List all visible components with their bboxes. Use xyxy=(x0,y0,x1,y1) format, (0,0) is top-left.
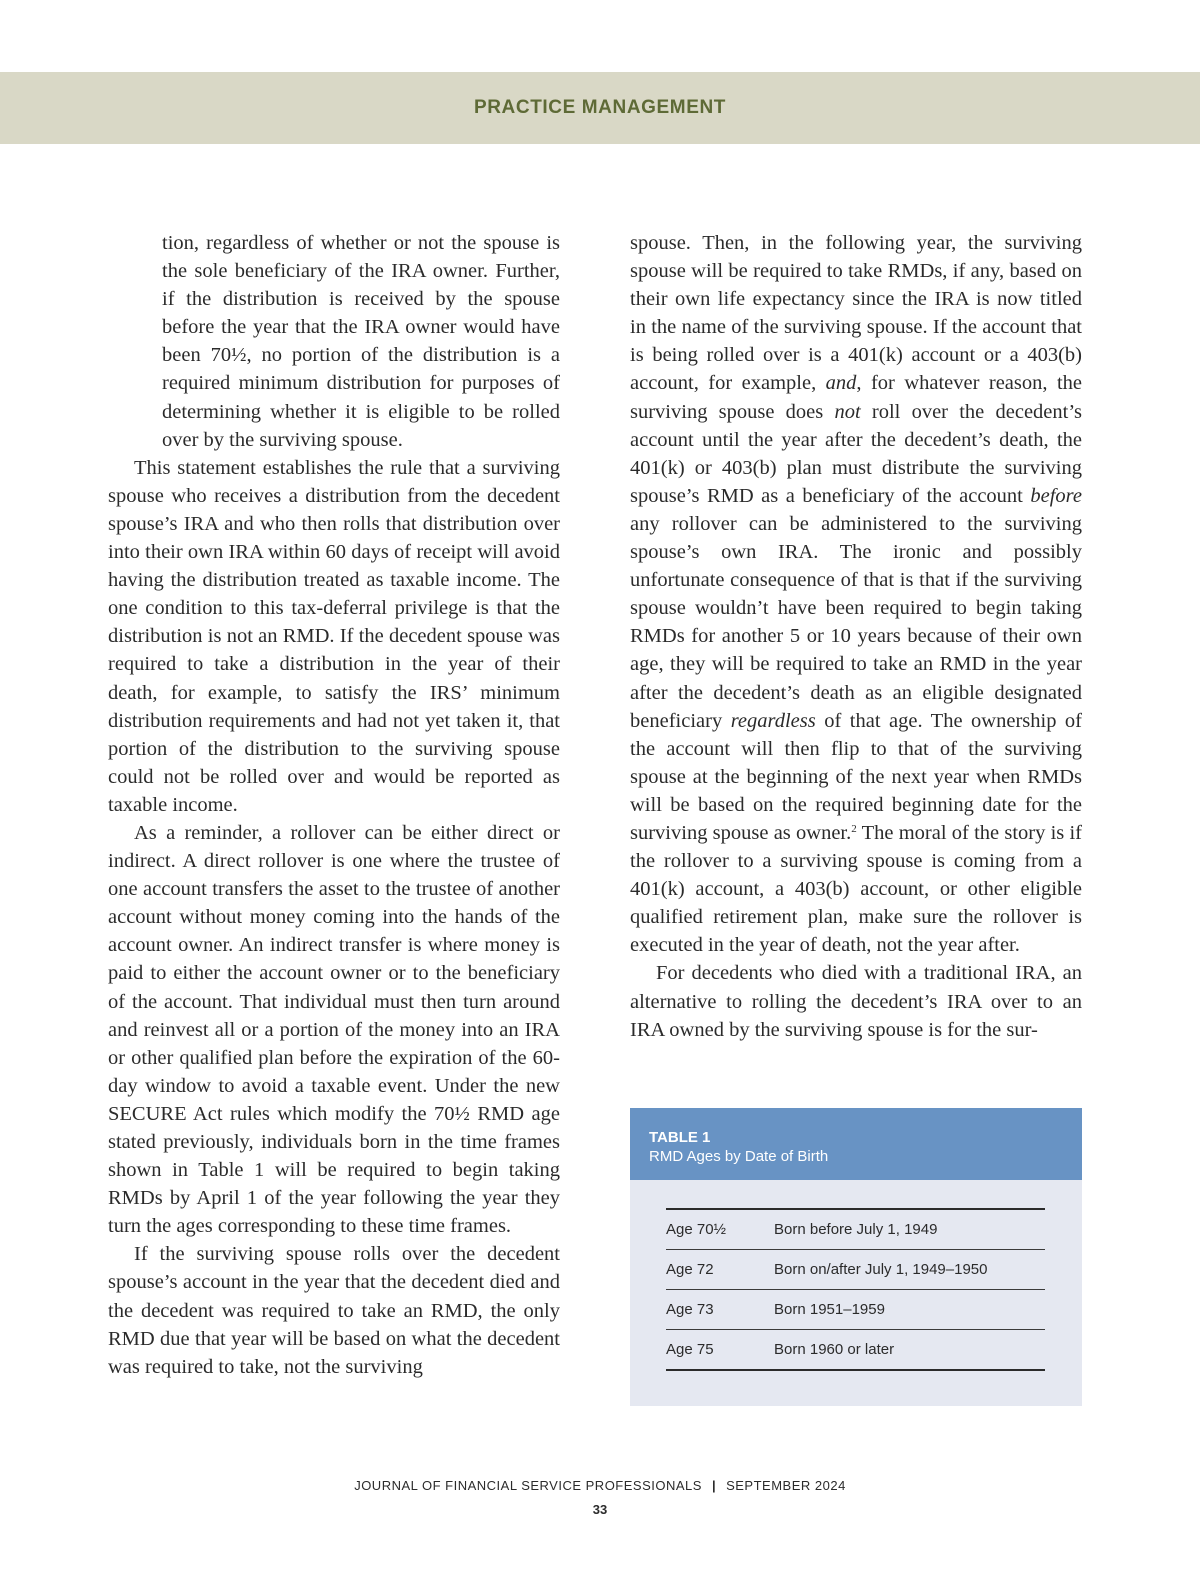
table-title: RMD Ages by Date of Birth xyxy=(649,1148,829,1165)
left-column xyxy=(108,229,560,1381)
age-cell: Age 70½ xyxy=(666,1221,727,1238)
journal-name: JOURNAL OF FINANCIAL SERVICE PROFESSIONALS xyxy=(354,1478,702,1493)
paragraph: This statement establishes the rule that a surviving spouse who receives a distribution from the decedent spouse’s IRA and who then rolls that distribution over into their own IRA within 60 days of receipt will avoid having the distribution treated as taxable income. The one condition to this tax-deferral privilege is that the distribution is not an RMD. If the decedent spouse was required to take a distribution in the year of their death, for example, to satisfy the IRS’ minimum distribution requirements and had not yet taken it, that portion of the distribution to the surviving spouse could not be rolled over and would be reported as taxable income. xyxy=(108,456,560,816)
paragraph: For decedents who died with a traditional IRA, an alternative to rolling the decedent’s IRA over to an IRA owned by the surviving spouse is for the sur- xyxy=(630,962,1082,1041)
issue-date: SEPTEMBER 2024 xyxy=(726,1478,846,1493)
paragraph: spouse. Then, in the following year, the surviving spouse will be required to take RMDs, if any, based on their own life expectancy since the IRA is now titled in the name of the surviving spouse. If the account that is being rolled over is a 401(k) account or a 403(b) account, for example, and, for whatever reason, the surviving spouse does not roll over the decedent’s account until the year after the decedent’s death, the 401(k) or 403(b) plan must distribute the surviving spouse’s RMD as a beneficiary of the account before any rollover can be administered to the surviving spouse’s own IRA. The ironic and possibly unfortunate consequence of that is that if the surviving spouse wouldn’t have been required to begin taking RMDs for another 5 or 10 years because of their own age, they will be required to take an RMD in the year after the decedent’s death as an eligible designated beneficiary regardless of that age. The ownership of the account will then flip to that of the surviving spouse at the beginning of the next year when RMDs will be based on the required beginning date for the surviving spouse as owner.$^2$ The moral of the story is if the rollover to a surviving spouse is coming from a 401(k) account, a 403(b) account, or other eligible qualified retirement plan, make sure the rollover is executed in the year of death, not the year after. xyxy=(630,232,1083,957)
table-row xyxy=(666,1250,1045,1290)
age-cell: Age 75 xyxy=(666,1330,774,1371)
section-header-banner xyxy=(0,72,1200,144)
paragraph: As a reminder, a rollover can be either direct or indirect. A direct rollover is one where the trustee of one account transfers the asset to the trustee of another account without money coming into the hands of the account owner. An indirect transfer is where money is paid to either the account owner or to the beneficiary of the account. That individual must then turn around and reinvest all or a portion of the money into an IRA or other qualified plan before the expiration of the 60-day window to avoid a taxable event. Under the new SECURE Act rules which modify the 70½ RMD age stated previously, individuals born in the time frames shown in Table 1 will be required to begin taking RMDs by April 1 of the year following the year they turn the ages corresponding to these time frames. xyxy=(108,821,560,1238)
age-cell: Age 72 xyxy=(666,1250,774,1290)
table-row xyxy=(666,1209,1045,1250)
age-cell: Age 73 xyxy=(666,1290,774,1330)
table-1-box xyxy=(630,1108,1082,1406)
table-label: TABLE 1 xyxy=(649,1129,711,1146)
block-quote: tion, regardless of whether or not the spouse is the sole beneficiary of the IRA owner. Further, if the distribution is received by the spouse before the year that the IRA owner would have been 70½, no portion of the distribution is a required minimum distribution for purposes of determining whether it is eligible to be rolled over by the surviving spouse. xyxy=(162,232,560,451)
right-column xyxy=(630,229,1082,1044)
page-footer xyxy=(0,1478,1200,1493)
section-title: PRACTICE MANAGEMENT xyxy=(473,97,727,118)
paragraph: If the surviving spouse rolls over the decedent spouse’s account in the year that the decedent died and the decedent was required to take an RMD, the only RMD due that year will be based on what the decedent was required to take, not the surviving xyxy=(108,1243,560,1378)
table-1-header xyxy=(630,1108,1082,1180)
footer-separator: | xyxy=(711,1478,717,1493)
birth-cell: Born before July 1, 1949 xyxy=(774,1221,938,1238)
table-row xyxy=(666,1330,1045,1371)
birth-cell: Born 1951–1959 xyxy=(774,1290,1045,1330)
rmd-ages-table xyxy=(666,1208,1045,1371)
birth-cell: Born on/after July 1, 1949–1950 xyxy=(774,1250,1045,1290)
page-number: 33 xyxy=(592,1502,608,1517)
birth-cell: Born 1960 or later xyxy=(774,1330,1045,1371)
table-row xyxy=(666,1290,1045,1330)
